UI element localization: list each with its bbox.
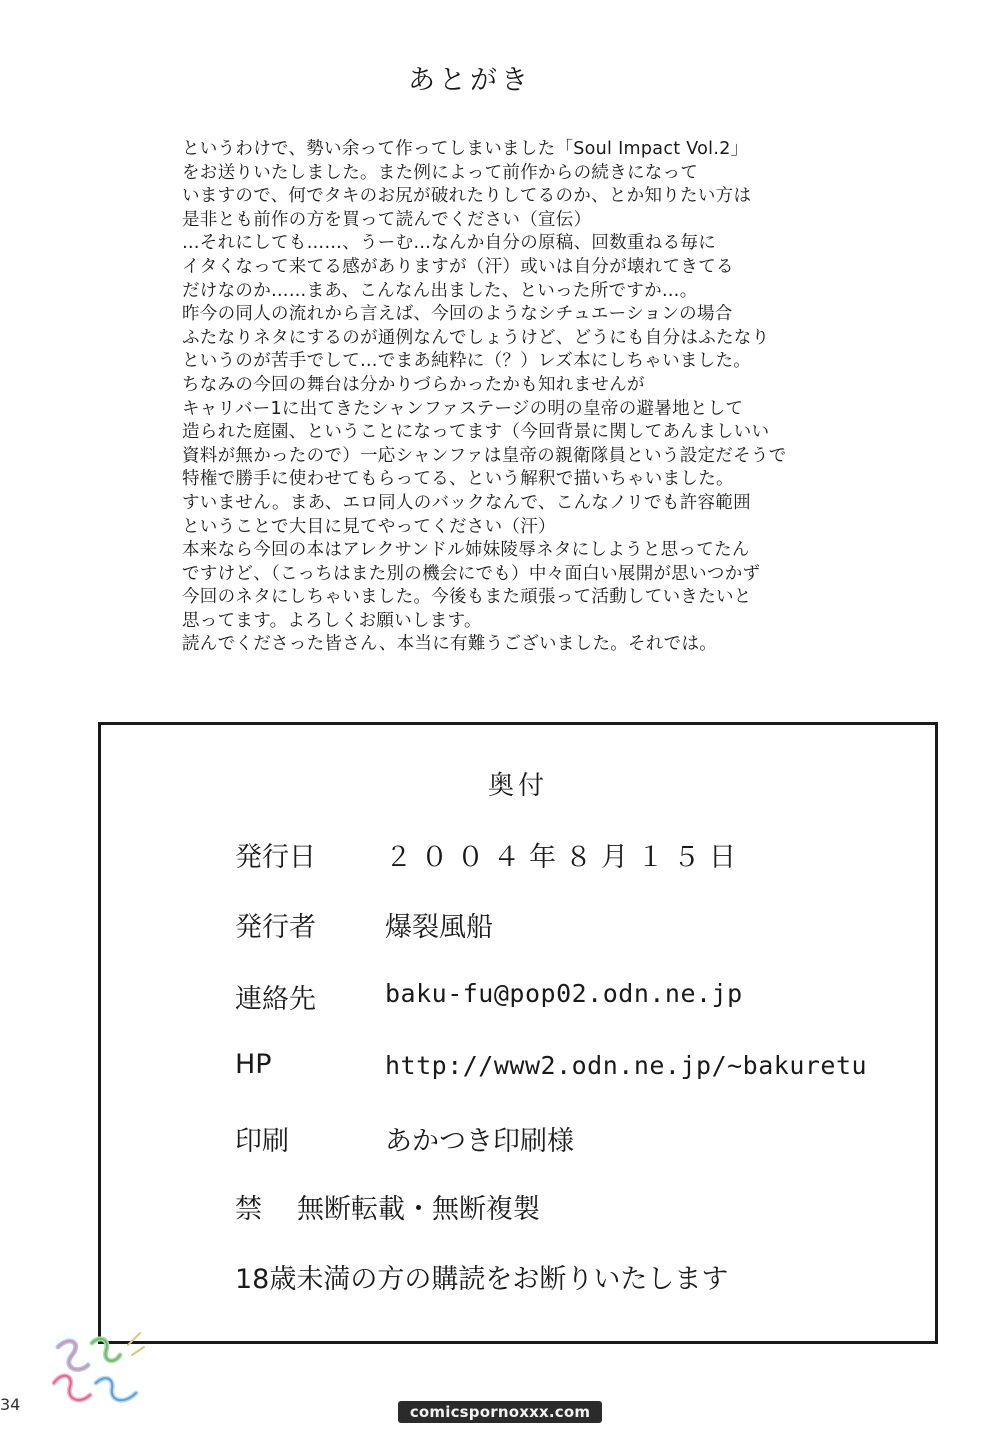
afterword-line: 是非とも前作の方を買って読んでください（宣伝） — [182, 209, 592, 230]
contact-label: 連絡先 — [235, 984, 316, 1015]
publish-date-label: 発行日 — [235, 842, 316, 873]
hp-label: HP — [235, 1049, 272, 1080]
afterword-line: 本来なら今回の本はアレクサンドル姉妹陵辱ネタにしようと思ってたん — [182, 540, 750, 561]
age-notice: 18歳未満の方の購読をお断りいたします — [235, 1264, 729, 1295]
afterword-line: 読んでくださった皆さん、本当に有難うございました。それでは。 — [182, 634, 718, 655]
afterword-line: というのが苦手でして…でまあ純粋に（？）レズ本にしちゃいました。 — [182, 351, 752, 372]
afterword-line: すいません。まあ、エロ同人のバックなんで、こんなノリでも許容範囲 — [182, 492, 751, 513]
afterword-line: ふたなりネタにするのが通例なんでしょうけど、どうにも自分はふたなり — [182, 327, 770, 348]
afterword-line: キャリバー1に出てきたシャンファステージの明の皇帝の避暑地として — [182, 398, 744, 419]
prohibition-value: 無断転載・無断複製 — [297, 1194, 540, 1225]
afterword-line: 思ってます。よろしくお願いします。 — [182, 610, 482, 631]
hp-url[interactable]: http://www2.odn.ne.jp/~bakuretu — [385, 1051, 868, 1080]
afterword-line: 今回のネタにしちゃいました。今後もまた頑張って活動していきたいと — [182, 587, 752, 608]
printer-value: あかつき印刷様 — [385, 1126, 574, 1157]
afterword-line: いますので、何でタキのお尻が破れたりしてるのか、とか知りたい方は — [182, 186, 752, 207]
afterword-title: あとがき — [408, 65, 532, 96]
afterword-line: ちなみの今回の舞台は分かりづらかったかも知れませんが — [182, 374, 645, 395]
prohibition-label: 禁 — [235, 1194, 262, 1225]
afterword-body — [182, 138, 882, 657]
afterword-line: だけなのか……まあ、こんなん出ました、といった所ですか…。 — [182, 280, 698, 301]
afterword-line: をお送りいたしました。また例によって前作からの続きになって — [182, 162, 699, 183]
afterword-line: 資料が無かったので）一応シャンファは皇帝の親衛隊員という設定だそうで — [182, 445, 787, 466]
sarkey-watermark-logo — [48, 1325, 148, 1417]
colophon-title: 奥付 — [487, 771, 548, 801]
afterword-line: ということで大目に見てやってください（汗） — [182, 516, 556, 537]
afterword-line: イタくなって来てる感がありますが（汗）或いは自分が壊れてきてる — [182, 256, 734, 277]
afterword-line: 特権で勝手に使わせてもらってる、という解釈で描いちゃいました。 — [182, 469, 734, 490]
afterword-line: …それにしても……、うーむ…なんか自分の原稿、回数重ねる毎に — [182, 233, 716, 254]
contact-email[interactable]: baku-fu@pop02.odn.ne.jp — [385, 979, 743, 1008]
afterword-line: 昨今の同人の流れから言えば、今回のようなシチュエーションの場合 — [182, 304, 733, 325]
publisher-value: 爆裂風船 — [385, 912, 493, 943]
afterword-line: 造られた庭園、ということになってます（今回背景に関してあんましいい — [182, 422, 770, 443]
colophon-box — [98, 722, 938, 1344]
page-number: 34 — [0, 1395, 21, 1414]
afterword-line: というわけで、勢い余って作ってしまいました「Soul Impact Vol.2」 — [182, 139, 749, 159]
printer-label: 印刷 — [235, 1126, 289, 1157]
publish-date-value: ２００４年８月１５日 — [385, 842, 745, 873]
footer-watermark: comicspornoxxx.com — [398, 1401, 602, 1423]
afterword-line: ですけど、（こっちはまた別の機会にでも）中々面白い展開が思いつかず — [182, 563, 761, 584]
publisher-label: 発行者 — [235, 912, 316, 943]
